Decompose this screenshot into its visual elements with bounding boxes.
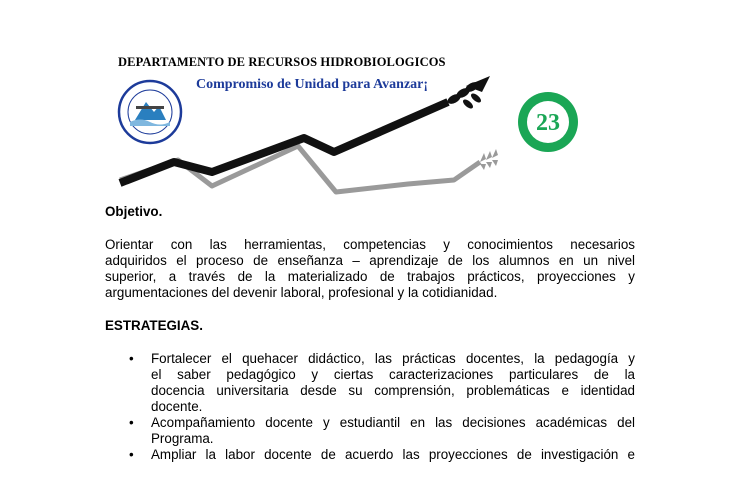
objective-paragraph	[105, 237, 635, 301]
objective-line: adquiridos el proceso de enseñanza – aprendizaje de los alumnos en un nivel	[105, 253, 635, 268]
bullet-icon: •	[129, 447, 134, 462]
list-item-line: docente.	[151, 399, 203, 414]
objective-heading: Objetivo.	[105, 204, 163, 219]
list-item-line: Fortalecer el quehacer didáctico, las prácticas docentes, la pedagogía y	[151, 351, 635, 366]
black-arrow-head	[446, 76, 490, 110]
list-item-line: docencia universitaria desde su comprensión, problemáticas e identidad	[151, 383, 635, 398]
slogan: Compromiso de Unidad para Avanzar¡	[196, 77, 429, 92]
list-item-line: Acompañamiento docente y estudiantil en las decisiones académicas del	[151, 415, 635, 430]
anniversary-seal	[518, 92, 578, 152]
list-item-line: Programa.	[151, 431, 214, 446]
objective-line: Orientar con las herramientas, competencias y conocimientos necesarios	[105, 237, 635, 252]
list-item	[105, 351, 635, 415]
document-body	[105, 204, 635, 463]
gray-arrow-head	[480, 149, 498, 170]
list-item	[105, 447, 635, 463]
objective-line: superior, a través de la materializado de trabajos prácticos, proyecciones y	[105, 269, 635, 284]
list-item-line: Ampliar la labor docente de acuerdo las proyecciones de investigación e	[151, 447, 635, 462]
bullet-icon: •	[129, 351, 134, 366]
list-item-line: el saber pedagógico y ciertas caracterizaciones particulares de la	[151, 367, 635, 382]
bullet-icon: •	[129, 415, 134, 430]
objective-line: argumentaciones del devenir laboral, profesional y la cotidianidad.	[105, 285, 498, 300]
anniversary-number: 23	[536, 110, 560, 136]
faculty-seal	[119, 81, 181, 143]
department-title: DEPARTAMENTO DE RECURSOS HIDROBIOLOGICOS	[118, 55, 446, 69]
list-item	[105, 415, 635, 447]
gray-trend-line	[120, 146, 480, 192]
strategies-list	[105, 351, 635, 463]
strategies-heading: ESTRATEGIAS.	[105, 318, 203, 333]
